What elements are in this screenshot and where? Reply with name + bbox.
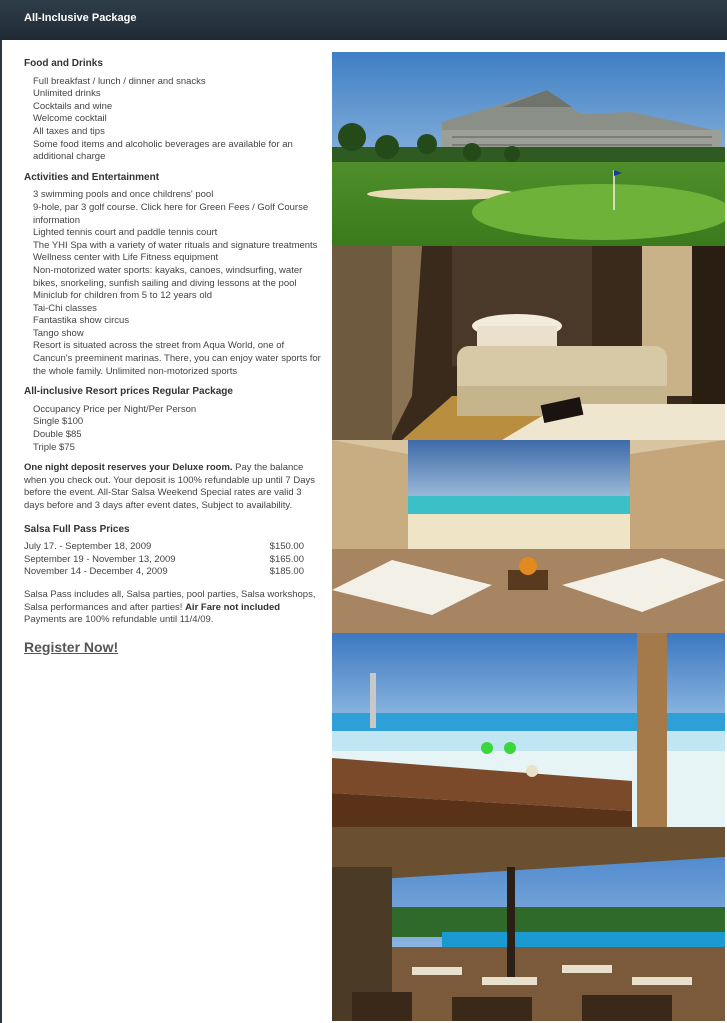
food-list	[24, 76, 324, 164]
airfare-note: Air Fare not included	[185, 601, 281, 613]
list-item: Occupancy Price per Night/Per Person	[33, 403, 197, 415]
table-row	[24, 541, 304, 554]
list-item: Tango show	[33, 327, 84, 339]
list-item: Single $100	[33, 416, 84, 428]
frame-border	[0, 40, 2, 1023]
list-item: Miniclub for children from 5 to 12 years old	[33, 290, 212, 302]
photo-spa	[332, 246, 725, 440]
page-header	[0, 0, 727, 40]
list-item: Resort is situated across the street from Aqua World, one of Cancun's preeminent marinas. There, you can enjoy water sports for the whole family. Unlimited non-motorized sports	[33, 340, 321, 377]
list-item: Welcome cocktail	[33, 113, 107, 125]
register-link[interactable]: Register Now!	[24, 638, 119, 655]
list-item: Lighted tennis court and paddle tennis court	[33, 227, 218, 239]
price-value: $165.00	[269, 553, 304, 565]
page-title: All-Inclusive Package	[24, 12, 137, 24]
deposit-bold: One night deposit reserves your Deluxe room.	[24, 462, 233, 474]
food-heading: Food and Drinks	[24, 58, 103, 69]
price-dates: September 19 - November 13, 2009	[24, 553, 176, 565]
list-item: Wellness center with Life Fitness equipment	[33, 252, 219, 264]
salsa-prices-heading: Salsa Full Pass Prices	[24, 523, 130, 535]
table-row	[24, 554, 304, 567]
photo-restaurant	[332, 827, 725, 1021]
list-item: All taxes and tips	[33, 125, 105, 137]
photo-beach-bar	[332, 633, 725, 827]
list-item: Cocktails and wine	[33, 100, 113, 112]
activities-list	[24, 189, 324, 378]
list-item: The YHI Spa with a variety of water rituals and signature treatments	[33, 239, 318, 251]
list-item: Non-motorized water sports: kayaks, canoes, windsurfing, water bikes, snorkeling, sunfish sailing and diving lessons at the pool	[33, 264, 303, 289]
list-item: Double $85	[33, 429, 82, 441]
golf-link[interactable]: 9-hole, par 3 golf course. Click here for Green Fees / Golf Course information	[33, 201, 309, 226]
photo-column	[332, 52, 725, 1021]
salsa-prices-table	[24, 541, 324, 579]
salsa-pass-text: Salsa Pass includes all, Salsa parties, pool parties, Salsa workshops, Salsa performances and after parties!	[24, 588, 316, 613]
list-item: Some food items and alcoholic beverages are available for an additional charge	[33, 138, 293, 163]
package-details	[24, 58, 324, 656]
resort-prices-heading: All-inclusive Resort prices Regular Package	[24, 386, 233, 398]
list-item: 3 swimming pools and once childrens' pool	[33, 189, 214, 201]
salsa-pass-paragraph	[24, 589, 324, 627]
price-value: $185.00	[269, 566, 304, 578]
price-value: $150.00	[269, 541, 304, 553]
price-dates: November 14 - December 4, 2009	[24, 566, 168, 578]
photo-balcony	[332, 440, 725, 633]
table-row	[24, 566, 304, 579]
activities-heading: Activities and Entertainment	[24, 171, 160, 183]
list-item: Tai-Chi classes	[33, 302, 97, 314]
deposit-paragraph	[24, 462, 324, 512]
price-dates: July 17. - September 18, 2009	[24, 541, 152, 553]
list-item: Triple $75	[33, 441, 75, 453]
list-item: Unlimited drinks	[33, 88, 101, 100]
deposit-text: Pay the balance when you check out. Your deposit is 100% refundable up until 7 Days before the event. All-Star Salsa Weekend Special rates are valid 3 days before and 3 days after event dates, Subject to availability.	[24, 462, 315, 511]
photo-golf-resort	[332, 52, 725, 246]
list-item: Full breakfast / lunch / dinner and snacks	[33, 75, 206, 87]
resort-prices-list	[24, 404, 324, 454]
list-item: Fantastika show circus	[33, 315, 130, 327]
payments-note: Payments are 100% refundable until 11/4/09.	[24, 614, 214, 626]
